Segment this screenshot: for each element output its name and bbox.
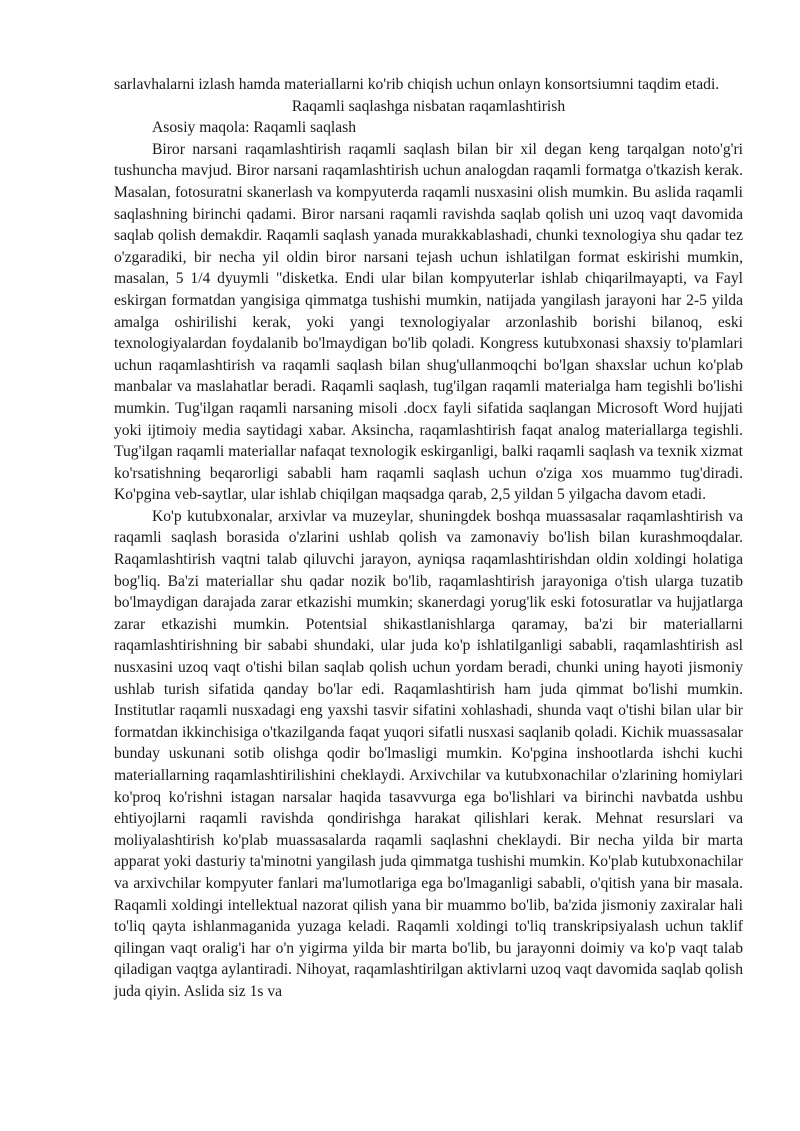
intro-paragraph: sarlavhalarni izlash hamda materiallarni ko'rib chiqish uchun onlayn konsortsiumni taqdim etadi.	[114, 76, 720, 93]
body-paragraph-1: Biror narsani raqamlashtirish raqamli saqlash bilan bir xil degan keng tarqalgan noto'g'ri tushuncha mavjud. Biror narsani raqamlashtirish uchun analogdan raqamli formatga o'tkazish kerak. Masalan, fotosuratni skanerlash va kompyuterda raqamli nusxasini olish mumkin. Bu aslida raqamli saqlashning birinchi qadami. Biror narsani raqamli ravishda saqlab qolish uni uzoq vaqt davomida saqlab qolish demakdir. Raqamli saqlash yanada murakkablashadi, chunki texnologiya shu qadar tez o'zgaradiki, bir necha yil oldin biror narsani tejash uchun ishlatilgan format eskirishi mumkin, masalan, 5 1/4 dyuymli "disketka. Endi ular bilan kompyuterlar ishlab chiqarilmayapti, va Fayl eskirgan formatdan yangisiga qimmatga tushishi mumkin, natijada yangilash jarayoni har 2-5 yilda amalga oshirilishi kerak, yoki yangi texnologiyalar arzonlashib borishi bilanoq, eski texnologiyalardan foydalanib bo'lmaydigan bo'lib qoladi. Kongress kutubxonasi shaxsiy to'plamlari uchun raqamlashtirish va raqamli saqlash bilan shug'ullanmoqchi bo'lgan shaxslar uchun ko'plab manbalar va maslahatlar beradi. Raqamli saqlash, tug'ilgan raqamli materialga ham tegishli bo'lishi mumkin. Tug'ilgan raqamli narsaning misoli .docx fayli sifatida saqlangan Microsoft Word hujjati yoki ijtimoiy media saytidagi xabar. Aksincha, raqamlashtirish faqat analog materiallarga tegishli. Tug'ilgan raqamli materiallar nafaqat texnologik eskirganligi, balki raqamli saqlash va texnik xizmat ko'rsatishning beqarorligi sababli ham raqamli saqlash uchun o'ziga xos muammo tug'diradi. Ko'pgina veb-saytlar, ular ishlab chiqilgan maqsadga qarab, 2,5 yildan 5 yilgacha davom etadi.	[114, 140, 743, 504]
body-paragraph-2: Ko'p kutubxonalar, arxivlar va muzeylar, shuningdek boshqa muassasalar raqamlashtirish va raqamli saqlash borasida o'zlarini ushlab qolish va zamonaviy bo'lish bilan kurashmoqdalar. Raqamlashtirish vaqtni talab qiluvchi jarayon, ayniqsa raqamlashtirishdan oldin xoldingi holatiga bog'liq. Ba'zi materiallar shu qadar nozik bo'lib, raqamlashtirish jarayoniga o'tish ularga tuzatib bo'lmaydigan darajada zarar etkazishi mumkin; skanerdagi yorug'lik eski fotosuratlar va hujjatlarga zarar etkazishi mumkin. Potentsial shikastlanishlarga qaramay, ba'zi bir materiallarni raqamlashtirishning bir sababi shundaki, ular juda ko'p ishlatilganligi sababli, raqamlashtirish asl nusxasini uzoq vaqt o'tishi bilan saqlab qolish uchun yordam beradi, chunki uning hayoti jismoniy ushlab turish sifatida qanday bo'lar edi. Raqamlashtirish ham juda qimmat bo'lishi mumkin. Institutlar raqamli nusxadagi eng yaxshi tasvir sifatini xohlashadi, shunda vaqt o'tishi bilan ular bir formatdan ikkinchisiga o'tkazilganda faqat yuqori sifatli nusxasi saqlanib qoladi. Kichik muassasalar bunday uskunani sotib olishga qodir bo'lmasligi mumkin. Ko'pgina inshootlarda ishchi kuchi materiallarning raqamlashtirilishini cheklaydi. Arxivchilar va kutubxonachilar o'zlarining homiylari ko'proq ko'rishni istagan narsalar haqida tasavvurga ega bo'lishlari va birinchi navbatda ushbu ehtiyojlarni raqamli ravishda qondirishga harakat qilishlari kerak. Mehnat resurslari va moliyalashtirish ko'plab muassasalarda raqamli saqlashni cheklaydi. Bir necha yilda bir marta apparat yoki dasturiy ta'minotni yangilash juda qimmatga tushishi mumkin. Ko'plab kutubxonachilar va arxivchilar kompyuter fanlari ma'lumotlariga ega bo'lmaganligi sababli, o'qitish yana bir masala. Raqamli xoldingi intellektual nazorat qilish yana bir muammo bo'lib, ba'zida jismoniy zaxiralar hali to'liq qayta ishlanmaganida yuzaga keladi. Raqamli xoldingi to'liq transkripsiyalash uchun taklif qilingan vaqt oralig'i har o'n yigirma yilda bir marta bo'lib, bu jarayonni doimiy va ko'p vaqt talab qiladigan vaqtga aylantiradi. Nihoyat, raqamlashtirilgan aktivlarni uzoq vaqt davomida saqlab qolish juda qiyin. Aslida siz 1s va	[114, 507, 743, 1000]
section-heading: Raqamli saqlashga nisbatan raqamlashtirish	[291, 97, 566, 115]
document-page	[114, 74, 743, 1003]
main-article-note: Asosiy maqola: Raqamli saqlash	[152, 119, 356, 137]
